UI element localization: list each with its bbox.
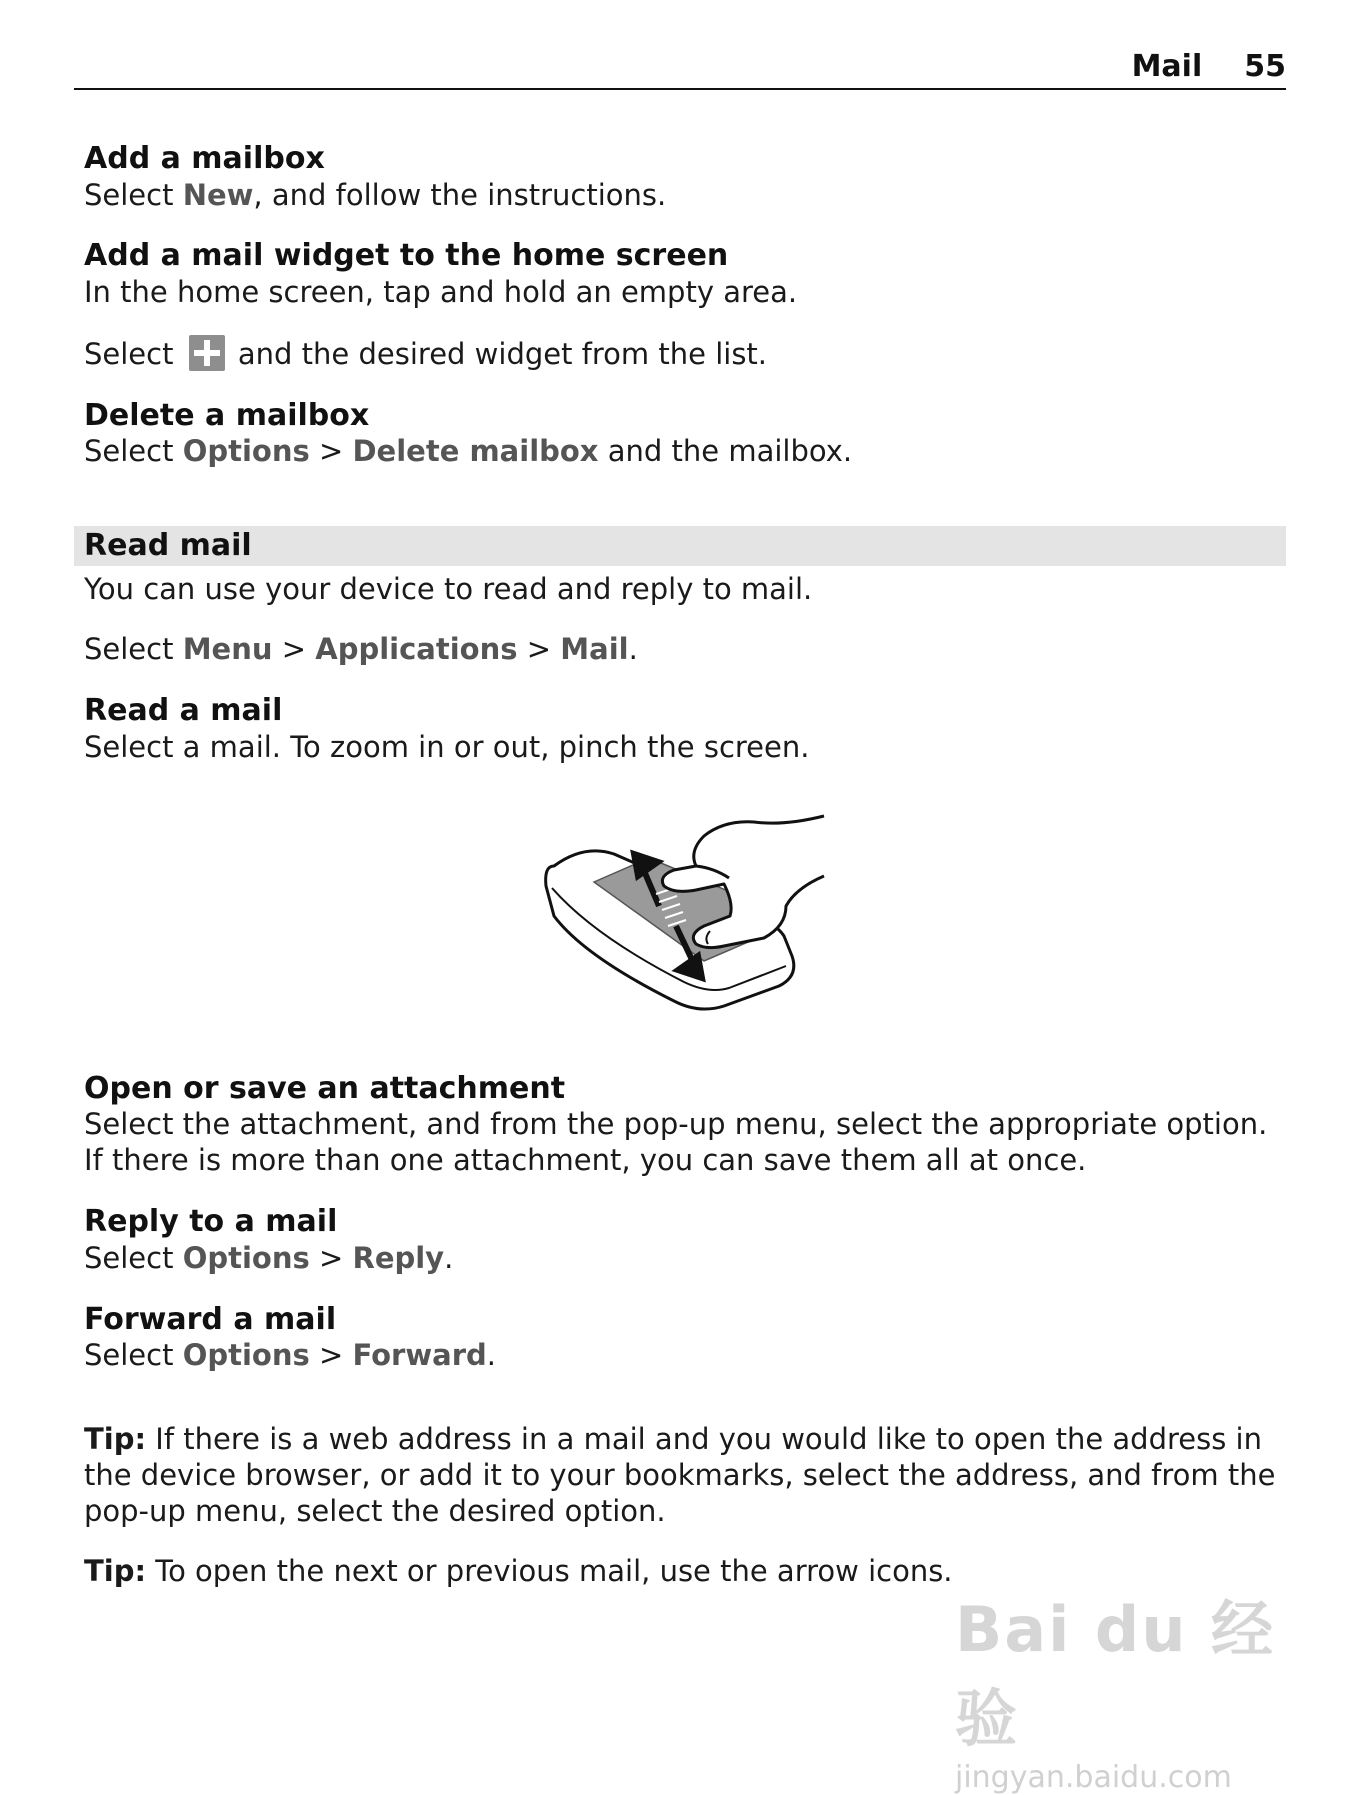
- tip-label: Tip:: [84, 1553, 147, 1588]
- paragraph-reply: Select Options > Reply.: [84, 1240, 454, 1275]
- paragraph-read-a-mail: Select a mail. To zoom in or out, pinch the screen.: [84, 729, 810, 764]
- paragraph-add-widget-1: In the home screen, tap and hold an empty area.: [84, 274, 798, 309]
- watermark-logo-text: Bai du 经验: [955, 1593, 1276, 1755]
- heading-add-widget: Add a mail widget to the home screen: [84, 238, 729, 274]
- heading-forward: Forward a mail: [84, 1301, 337, 1337]
- ui-term-mail: Mail: [560, 632, 629, 667]
- watermark-url: jingyan.baidu.com: [955, 1760, 1232, 1795]
- tip-label: Tip:: [84, 1421, 147, 1456]
- section-header-read-mail: Read mail: [74, 526, 1286, 566]
- paragraph-add-mailbox: Select New, and follow the instructions.: [84, 177, 667, 212]
- ui-term-options: Options: [182, 1240, 310, 1275]
- heading-reply: Reply to a mail: [84, 1204, 338, 1240]
- paragraph-attachment: Select the attachment, and from the pop-up menu, select the appropriate option. If there is more than one attachment, you can save them all at once.: [84, 1107, 1268, 1178]
- chapter-title: Mail: [1131, 49, 1203, 84]
- tip-web-address: Tip: If there is a web address in a mail and you would like to open the address in the device browser, or add it to your bookmarks, select the address, and from the pop-up menu, select the desired option.: [84, 1421, 1276, 1528]
- ui-term-forward: Forward: [352, 1338, 487, 1373]
- ui-term-reply: Reply: [352, 1240, 445, 1275]
- ui-term-options: Options: [182, 434, 310, 469]
- ui-term-menu: Menu: [182, 632, 273, 667]
- ui-term-applications: Applications: [315, 632, 518, 667]
- pinch-zoom-illustration: [524, 796, 854, 1026]
- ui-term-new: New: [182, 177, 254, 212]
- paragraph-read-mail-intro: You can use your device to read and reply to mail.: [84, 572, 813, 607]
- paragraph-add-widget-2: Select and the desired widget from the list.: [84, 336, 768, 371]
- page-content: [84, 140, 1286, 1590]
- baidu-watermark: [955, 1580, 1285, 1795]
- paragraph-read-mail-path: Select Menu > Applications > Mail.: [84, 632, 638, 667]
- heading-attachment: Open or save an attachment: [84, 1070, 566, 1106]
- heading-add-mailbox: Add a mailbox: [84, 141, 325, 176]
- paragraph-delete-mailbox: Select Options > Delete mailbox and the mailbox.: [84, 434, 853, 469]
- page-number: 55: [1244, 49, 1286, 84]
- paragraph-forward: Select Options > Forward.: [84, 1338, 496, 1373]
- ui-term-delete-mailbox: Delete mailbox: [352, 434, 599, 469]
- heading-delete-mailbox: Delete a mailbox: [84, 397, 370, 433]
- tip-arrow-icons: Tip: To open the next or previous mail, use the arrow icons.: [84, 1553, 953, 1588]
- heading-read-a-mail: Read a mail: [84, 693, 283, 729]
- plus-icon: [189, 335, 225, 371]
- ui-term-options: Options: [182, 1338, 310, 1373]
- running-header: [74, 46, 1286, 90]
